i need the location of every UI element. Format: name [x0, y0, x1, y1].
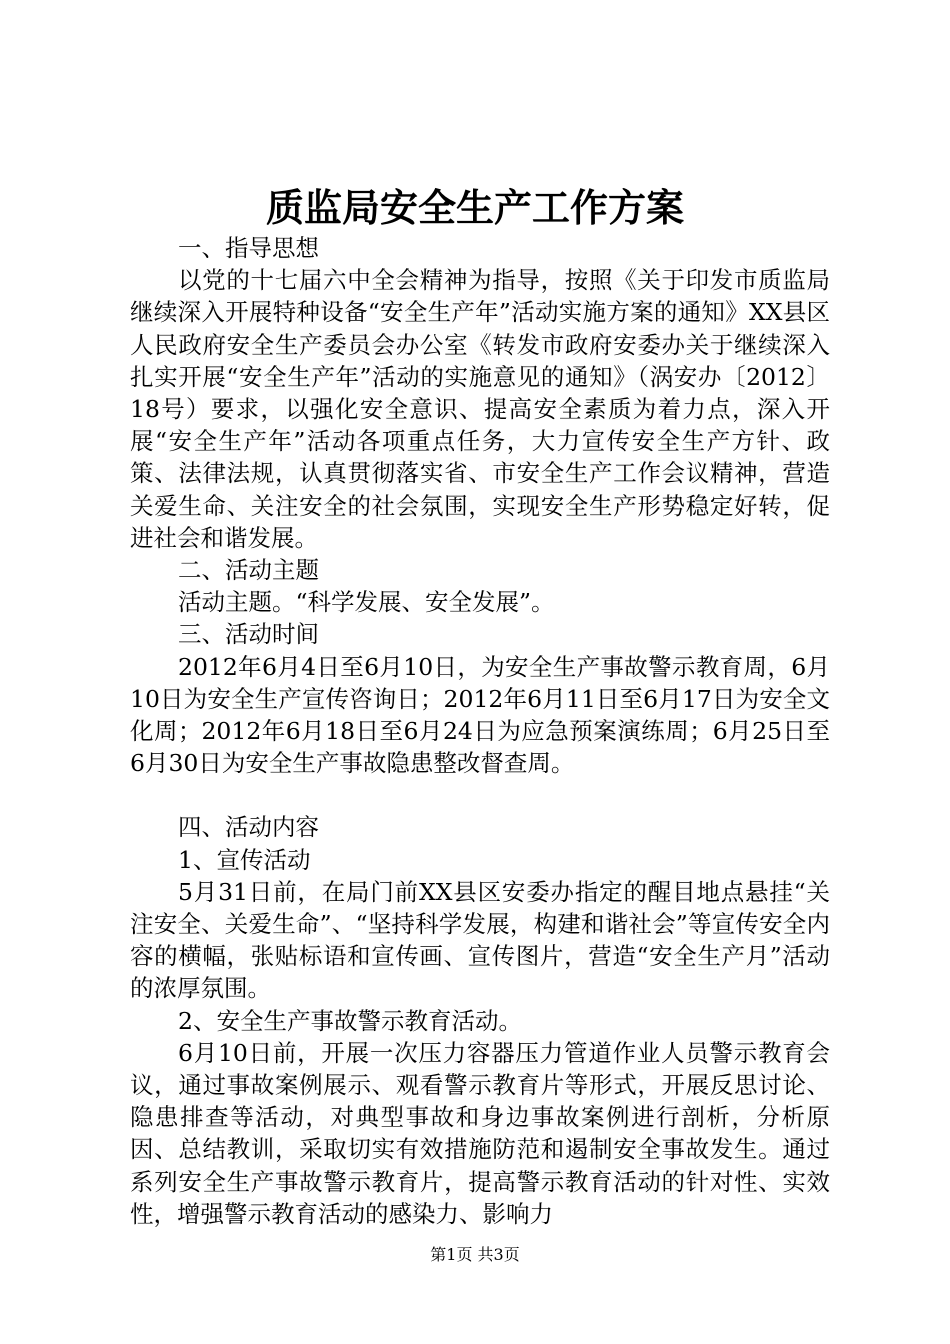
document-body [130, 232, 830, 1230]
section-heading-guiding-thought: 一、指导思想 [178, 234, 319, 262]
section-heading-time: 三、活动时间 [178, 620, 319, 649]
subsection-heading-warning-education: 2、安全生产事故警示教育活动。 [178, 1006, 522, 1035]
paragraph-publicity: 5月31日前，在局门前XX县区安委办指定的醒目地点悬挂“关注安全、关爱生命”、“坚持科学发展，构建和谐社会”等宣传安全内容的横幅，张贴标语和宣传画、宣传图片，营造“安全生产月”活动的浓厚氛围。 [130, 877, 830, 1003]
paragraph-spacer [130, 779, 830, 811]
section-heading-theme: 二、活动主题 [178, 556, 319, 585]
section-heading-content: 四、活动内容 [178, 813, 319, 842]
page-number-footer: 第1页 共3页 [430, 1245, 520, 1264]
document-title: 质监局安全生产工作方案 [265, 185, 684, 230]
paragraph-theme: 活动主题。“科学发展、安全发展”。 [178, 588, 555, 617]
paragraph-guiding-thought: 以党的十七届六中全会精神为指导，按照《关于印发市质监局继续深入开展特种设备“安全生产年”活动实施方案的通知》XX县区人民政府安全生产委员会办公室《转发市政府安委办关于继续深入扎实开展“安全生产年”活动的实施意见的通知》（涡安办〔2012〕18号）要求，以强化安全意识、提高安全素质为着力点，深入开展“安全生产年”活动各项重点任务，大力宣传安全生产方针、政策、法律法规，认真贯彻落实省、市安全生产工作会议精神，营造关爱生命、关注安全的社会氛围，实现安全生产形势稳定好转，促进社会和谐发展。 [130, 266, 830, 552]
paragraph-warning-education: 6月10日前，开展一次压力容器压力管道作业人员警示教育会议，通过事故案例展示、观看警示教育片等形式，开展反思讨论、隐患排查等活动，对典型事故和身边事故案例进行剖析，分析原因、总结教训，采取切实有效措施防范和遏制安全事故发生。通过系列安全生产事故警示教育片，提高警示教育活动的针对性、实效性，增强警示教育活动的感染力、影响力 [130, 1038, 830, 1228]
subsection-heading-publicity: 1、宣传活动 [178, 845, 311, 874]
paragraph-time: 2012年6月4日至6月10日，为安全生产事故警示教育周，6月10日为安全生产宣传咨询日；2012年6月11日至6月17日为安全文化周；2012年6月18日至6月24日为应急预案演练周；6月25日至6月30日为安全生产事故隐患整改督查周。 [130, 652, 830, 778]
